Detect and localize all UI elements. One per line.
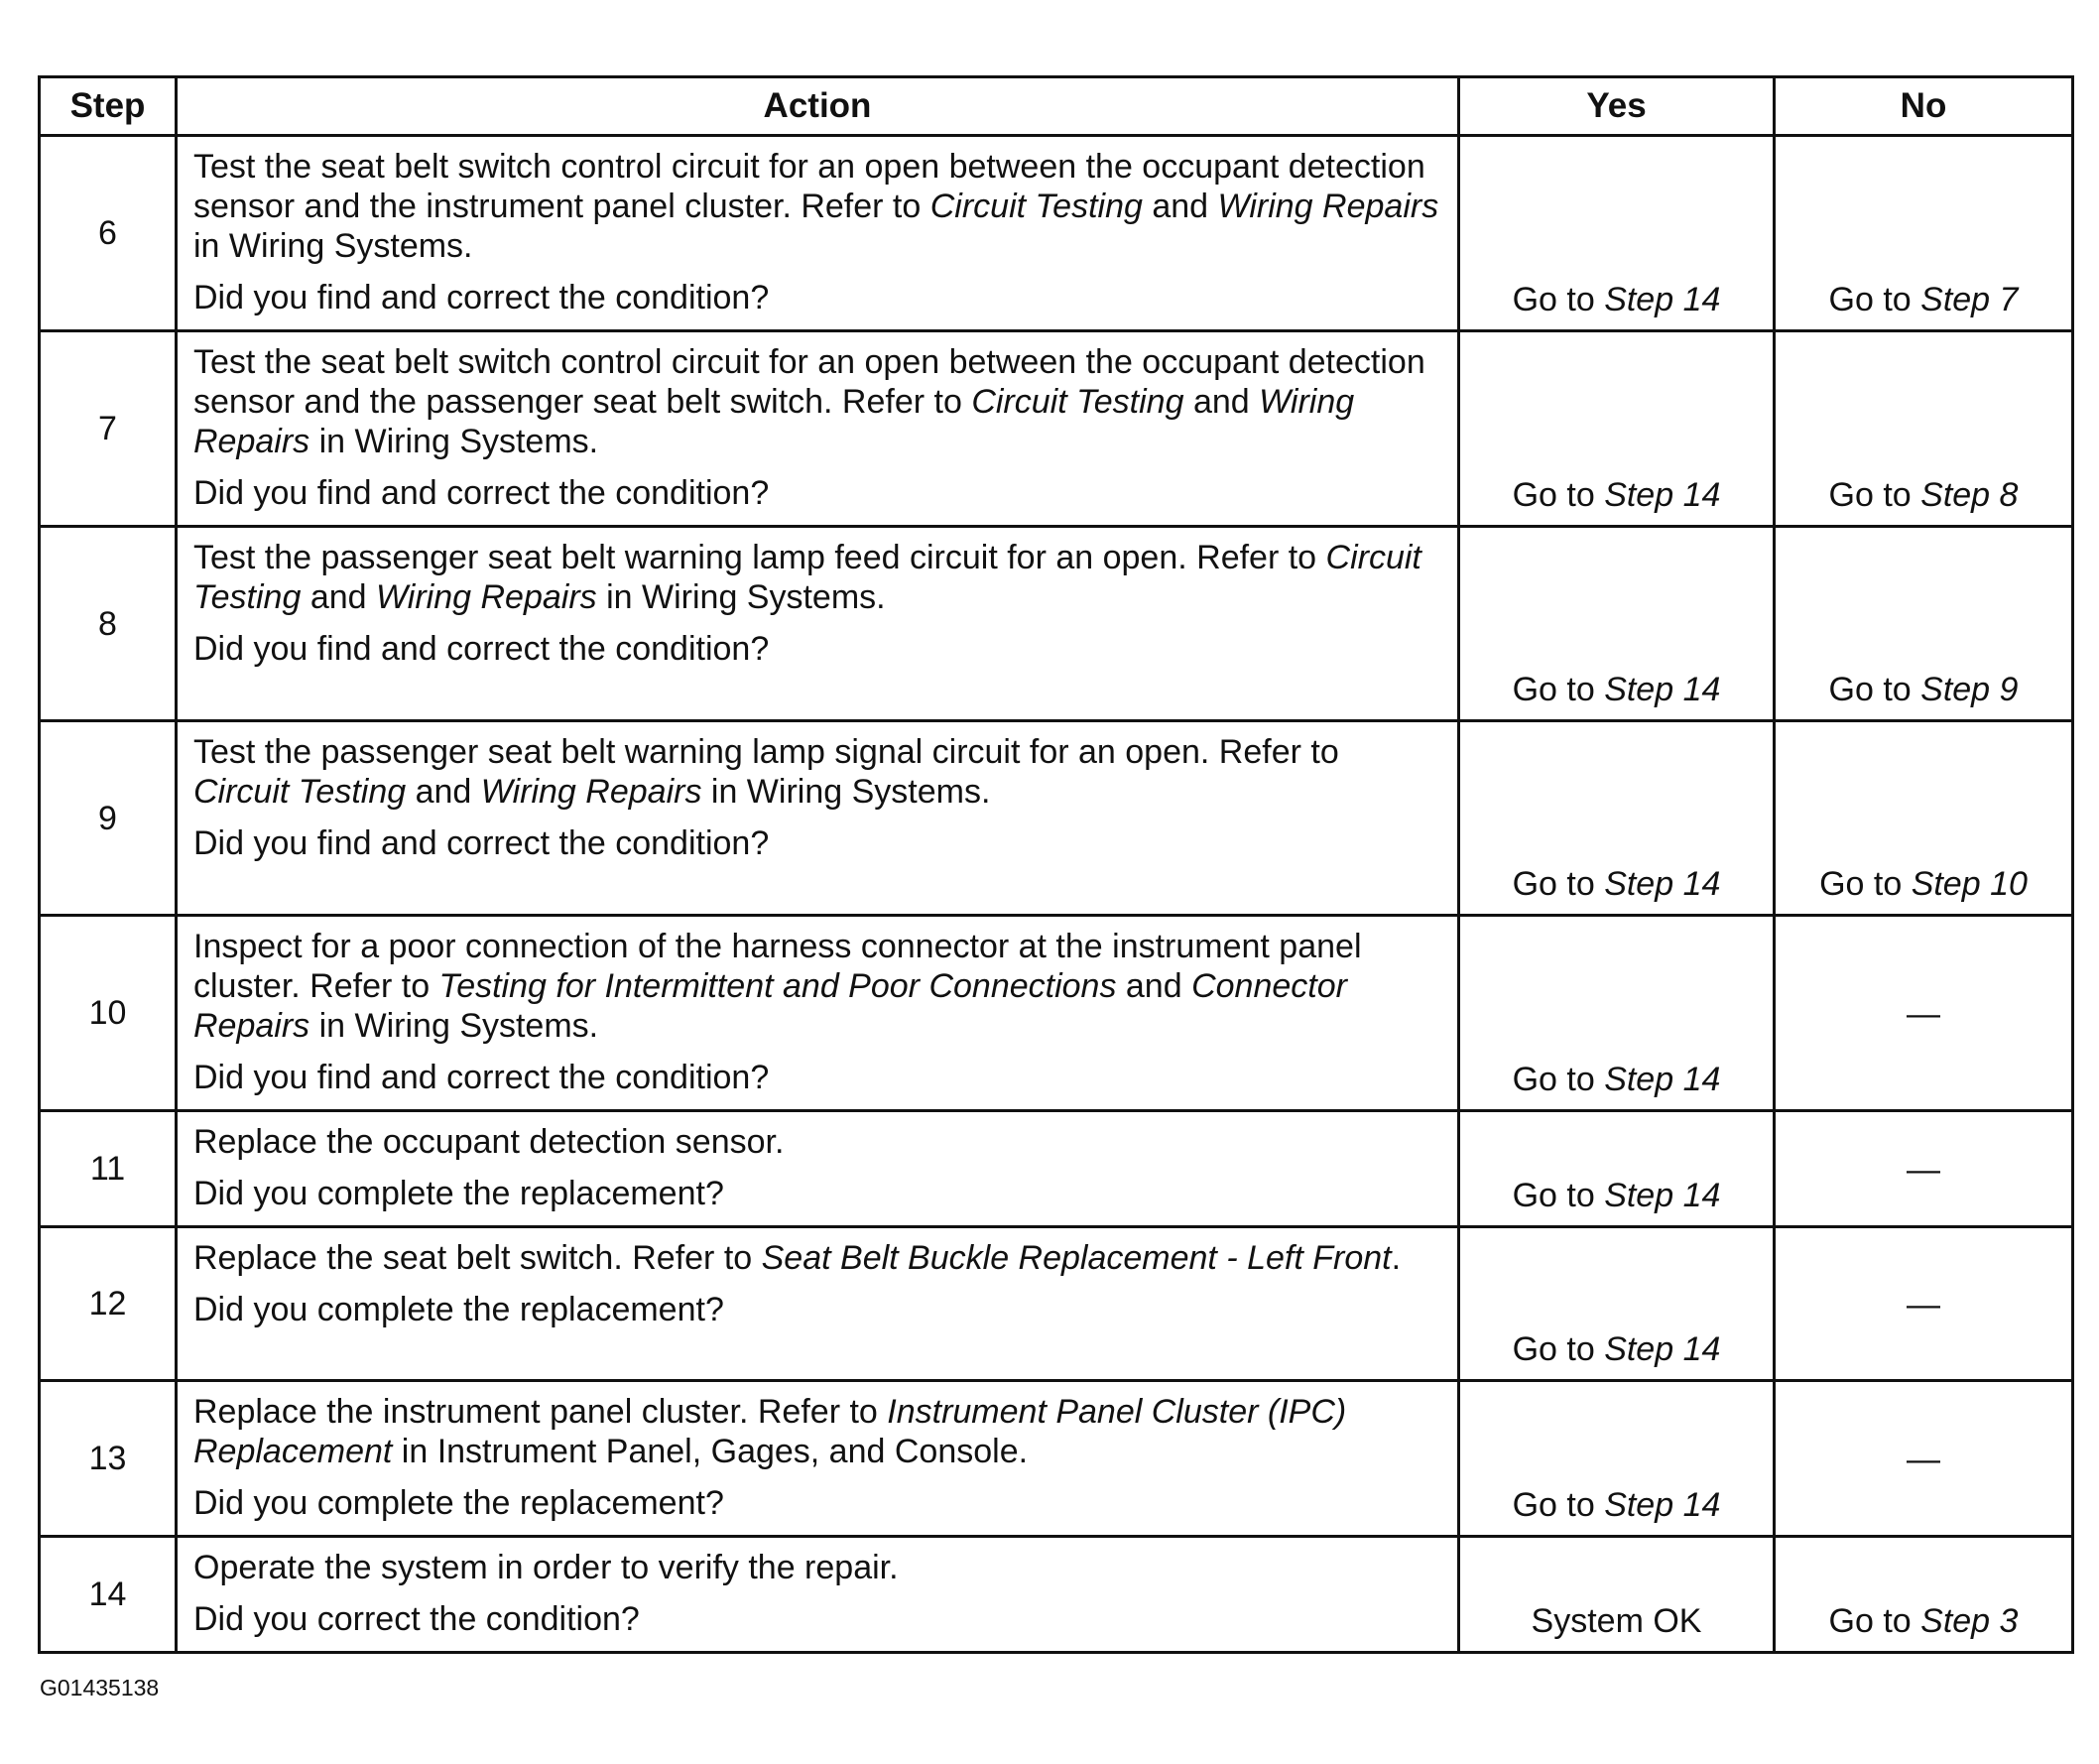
table-row [40, 721, 2073, 916]
reference-text: Step 14 [1604, 281, 1721, 318]
no-result [1775, 916, 2073, 1111]
action-instruction [193, 1392, 1443, 1471]
text-run: and [1142, 188, 1218, 225]
step-number: 11 [40, 1111, 177, 1227]
text-run: Test the seat belt switch control circuit for an open between the occupant detection sensor and the instrument panel cluster. Refer to [193, 148, 1425, 225]
reference-text: Step 14 [1604, 865, 1721, 903]
text-run: in Wiring Systems. [193, 227, 473, 265]
action-cell [177, 1227, 1459, 1381]
text-run: Go to [1512, 281, 1605, 318]
table-row [40, 916, 2073, 1111]
reference-text: Wiring Repairs [193, 383, 1355, 460]
text-run: Go to [1512, 671, 1605, 708]
diagnostic-table [38, 75, 2074, 1654]
text-run: Test the passenger seat belt warning lamp signal circuit for an open. Refer to [193, 733, 1339, 771]
table-row [40, 136, 2073, 331]
action-instruction [193, 732, 1443, 812]
no-result [1775, 1227, 2073, 1381]
header-yes: Yes [1459, 77, 1775, 136]
step-number: 14 [40, 1537, 177, 1653]
action-question: Did you find and correct the condition? [193, 279, 770, 316]
reference-text: Wiring Repairs [480, 773, 702, 811]
text-run: in Wiring Systems. [309, 1007, 599, 1045]
text-run: — [1907, 1440, 1940, 1478]
action-cell [177, 1111, 1459, 1227]
reference-text: Step 8 [1920, 476, 2019, 514]
no-result [1775, 721, 2073, 916]
text-run: in Instrument Panel, Gages, and Console. [392, 1433, 1029, 1470]
no-result [1775, 136, 2073, 331]
no-result [1775, 527, 2073, 721]
header-row [40, 77, 2073, 136]
text-run: and [406, 773, 481, 811]
table-row [40, 1227, 2073, 1381]
action-question: Did you correct the condition? [193, 1600, 640, 1638]
header-no: No [1775, 77, 2073, 136]
action-cell [177, 527, 1459, 721]
action-instruction [193, 927, 1443, 1046]
header-step: Step [40, 77, 177, 136]
action-instruction [193, 147, 1443, 266]
text-run: Operate the system in order to verify the repair. [193, 1549, 899, 1586]
text-run: Replace the seat belt switch. Refer to [193, 1239, 762, 1277]
reference-text: Step 14 [1604, 671, 1721, 708]
yes-result [1459, 1227, 1775, 1381]
no-result [1775, 331, 2073, 527]
reference-text: Testing for Intermittent and Poor Connections [438, 967, 1117, 1005]
action-instruction [193, 538, 1443, 617]
reference-text: Step 14 [1604, 476, 1721, 514]
text-run: — [1907, 1285, 1940, 1323]
text-run: — [1907, 994, 1940, 1033]
reference-text: Circuit Testing [971, 383, 1184, 421]
reference-text: Step 10 [1911, 865, 2028, 903]
text-run: and [301, 578, 376, 616]
reference-text: Circuit Testing [193, 539, 1421, 616]
reference-text: Wiring Repairs [1217, 188, 1439, 225]
text-run: Go to [1512, 1061, 1605, 1098]
text-run: Go to [1828, 1602, 1921, 1640]
table-row [40, 331, 2073, 527]
reference-text: Circuit Testing [193, 773, 407, 811]
reference-text: Step 9 [1920, 671, 2019, 708]
action-question: Did you complete the replacement? [193, 1484, 724, 1522]
table-row [40, 1111, 2073, 1227]
text-run: in Wiring Systems. [701, 773, 991, 811]
text-run: Go to [1828, 671, 1921, 708]
header-action: Action [177, 77, 1459, 136]
action-cell [177, 331, 1459, 527]
step-number: 6 [40, 136, 177, 331]
text-run: . [1391, 1239, 1402, 1277]
no-result [1775, 1381, 2073, 1537]
reference-text: Step 7 [1920, 281, 2019, 318]
text-run: Go to [1512, 476, 1605, 514]
text-run: Go to [1819, 865, 1912, 903]
no-result [1775, 1111, 2073, 1227]
yes-result [1459, 1381, 1775, 1537]
reference-text: Instrument Panel Cluster (IPC) Replacement [193, 1393, 1347, 1470]
text-run: and [1183, 383, 1260, 421]
table-row [40, 1381, 2073, 1537]
action-cell [177, 1381, 1459, 1537]
no-result [1775, 1537, 2073, 1653]
action-question: Did you find and correct the condition? [193, 630, 770, 668]
text-run: Go to [1828, 281, 1921, 318]
step-number: 9 [40, 721, 177, 916]
text-run: Go to [1512, 1330, 1605, 1368]
yes-result [1459, 1111, 1775, 1227]
text-run: Go to [1512, 1177, 1605, 1214]
action-question: Did you complete the replacement? [193, 1291, 724, 1328]
action-question: Did you find and correct the condition? [193, 1059, 770, 1096]
reference-text: Seat Belt Buckle Replacement - Left Front [761, 1239, 1392, 1277]
reference-text: Step 3 [1920, 1602, 2019, 1640]
action-instruction [193, 1238, 1443, 1278]
table-body [40, 136, 2073, 1653]
step-number: 7 [40, 331, 177, 527]
table-row [40, 527, 2073, 721]
action-cell [177, 1537, 1459, 1653]
yes-result [1459, 331, 1775, 527]
text-run: Test the passenger seat belt warning lamp feed circuit for an open. Refer to [193, 539, 1326, 576]
text-run: Go to [1512, 1486, 1605, 1524]
action-cell [177, 916, 1459, 1111]
text-run: — [1907, 1150, 1940, 1189]
yes-result [1459, 721, 1775, 916]
action-question: Did you find and correct the condition? [193, 824, 770, 862]
reference-text: Step 14 [1604, 1330, 1721, 1368]
text-run: in Wiring Systems. [309, 423, 599, 460]
yes-result [1459, 916, 1775, 1111]
step-number: 12 [40, 1227, 177, 1381]
reference-text: Step 14 [1604, 1177, 1721, 1214]
text-run: Inspect for a poor connection of the harness connector at the instrument panel cluster. Refer to [193, 928, 1362, 1005]
yes-result [1459, 527, 1775, 721]
text-run: Replace the instrument panel cluster. Refer to [193, 1393, 888, 1431]
action-cell [177, 136, 1459, 331]
action-question: Did you find and correct the condition? [193, 474, 770, 512]
text-run: Replace the occupant detection sensor. [193, 1123, 785, 1161]
step-number: 13 [40, 1381, 177, 1537]
text-run: System OK [1531, 1602, 1702, 1640]
action-cell [177, 721, 1459, 916]
text-run: Go to [1512, 865, 1605, 903]
action-instruction [193, 1122, 1443, 1162]
action-instruction [193, 1548, 1443, 1587]
yes-result [1459, 1537, 1775, 1653]
step-number: 10 [40, 916, 177, 1111]
reference-text: Circuit Testing [929, 188, 1143, 225]
reference-text: Connector Repairs [193, 967, 1347, 1045]
text-run: Go to [1828, 476, 1921, 514]
yes-result [1459, 136, 1775, 331]
action-question: Did you complete the replacement? [193, 1175, 724, 1212]
step-number: 8 [40, 527, 177, 721]
table-row [40, 1537, 2073, 1653]
text-run: and [1116, 967, 1192, 1005]
reference-text: Step 14 [1604, 1061, 1721, 1098]
text-run: Test the seat belt switch control circuit for an open between the occupant detection sensor and the passenger seat belt switch. Refer to [193, 343, 1425, 421]
action-instruction [193, 342, 1443, 461]
reference-text: Step 14 [1604, 1486, 1721, 1524]
figure-id: G01435138 [40, 1675, 160, 1701]
text-run: in Wiring Systems. [596, 578, 886, 616]
reference-text: Wiring Repairs [376, 578, 597, 616]
